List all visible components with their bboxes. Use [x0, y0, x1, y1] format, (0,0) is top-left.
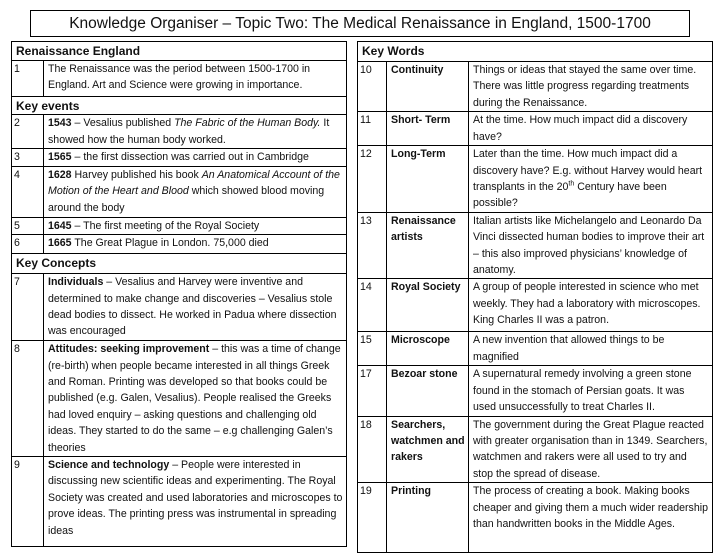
table-row: 4 1628 Harvey published his book An Anatomical Account of the Motion of the Heart and Blood which showed blood moving around the body [12, 166, 347, 217]
table-row: 19 Printing The process of creating a book. Making books cheaper and giving them a much wider readership than handwritten books in the Middle Ages. [358, 483, 713, 553]
table-row: 8 Attitudes: seeking improvement – this was a time of change (re-birth) when people became interested in all things Greek and Roman. Printing was developed so that books could be published (e.g. Galen, Vesalius). People realised the Greeks had loved enquiry – asking questions and challenging old ideas. They started to do the same – e.g challenging Galen’s theories [12, 341, 347, 457]
table-row: 12 Long-Term Later than the time. How much impact did a discovery have? E.g. without Harvey would heart transplants in the 20th Century have been possible? [358, 146, 713, 213]
section-heading-key-concepts: Key Concepts [12, 254, 347, 274]
page-title: Knowledge Organiser – Topic Two: The Medical Renaissance in England, 1500-1700 [30, 10, 690, 37]
section-heading-renaissance-england: Renaissance England [12, 42, 347, 61]
table-row: 17 Bezoar stone A supernatural remedy involving a green stone found in the stomach of Persian goats. It was used unsuccessfully to treat Charles II. [358, 366, 713, 416]
table-row: 6 1665 The Great Plague in London. 75,000 died [12, 235, 347, 254]
table-row: 13 Renaissance artists Italian artists like Michelangelo and Leonardo Da Vinci dissected human bodies to improve their art – this also improved physicians’ knowledge of anatomy. [358, 212, 713, 279]
section-heading-key-events: Key events [12, 97, 347, 115]
table-row: 1 The Renaissance was the period between 1500-1700 in England. Art and Science were growing in importance. [12, 61, 347, 97]
table-row: 11 Short- Term At the time. How much impact did a discovery have? [358, 112, 713, 146]
table-row: 5 1645 – The first meeting of the Royal Society [12, 217, 347, 234]
table-row: 15 Microscope A new invention that allowed things to be magnified [358, 332, 713, 366]
table-row: 3 1565 – the first dissection was carried out in Cambridge [12, 149, 347, 166]
key-words-table [357, 41, 713, 553]
renaissance-england-table [11, 41, 347, 547]
table-row: 10 Continuity Things or ideas that stayed the same over time. There was little progress regarding treatments during the Renaissance. [358, 62, 713, 112]
table-row: 7 Individuals – Vesalius and Harvey were inventive and determined to make change and discoveries – Vesalius stole dead bodies to dissect. He worked in Padua where dissection was encouraged [12, 274, 347, 341]
section-heading-key-words: Key Words [358, 42, 713, 62]
table-row: 9 Science and technology – People were interested in discussing new scientific ideas and experimenting. The Royal Society was created and used laboratories and microscopes to prove ideas. The printing press was instrumental in spreading ideas [12, 457, 347, 547]
table-row: 18 Searchers, watchmen and rakers The government during the Great Plague reacted with greater organisation than in 1349. Searchers, watchmen and rakers were all used to try and stop the spread of disease. [358, 416, 713, 483]
table-row: 14 Royal Society A group of people interested in science who met weekly. They had a laboratory with microscopes. King Charles II was a patron. [358, 279, 713, 332]
table-row: 2 1543 – Vesalius published The Fabric of the Human Body. It showed how the human body worked. [12, 115, 347, 149]
